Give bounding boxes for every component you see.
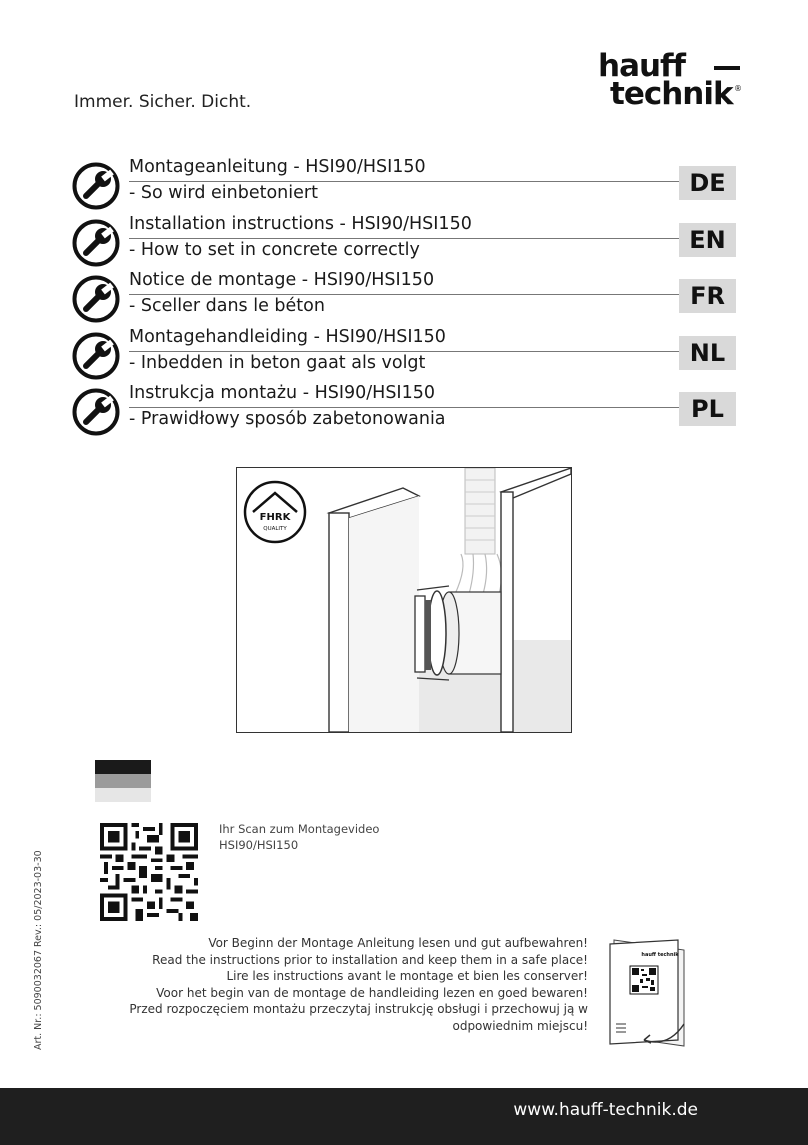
- footer-bar: [0, 1088, 808, 1145]
- divider: [129, 238, 679, 239]
- booklet-icon: [604, 936, 688, 1048]
- flag-stripe: [95, 788, 151, 802]
- language-code: DE: [679, 166, 736, 200]
- website-link[interactable]: www.hauff-technik.de: [513, 1100, 698, 1120]
- language-subtitle: - Prawidłowy sposób zabetonowania: [129, 409, 446, 429]
- wall-sleeve-drawing: [237, 468, 571, 732]
- note-line: Read the instructions prior to installation and keep them in a safe place!: [152, 952, 588, 967]
- german-flag: [95, 760, 151, 802]
- language-title: Instrukcja montażu - HSI90/HSI150: [129, 383, 435, 403]
- wrench-icon: [72, 275, 120, 323]
- logo-line1: hauff: [598, 48, 686, 84]
- scan-product: HSI90/HSI150: [219, 838, 299, 852]
- divider: [129, 407, 679, 408]
- language-title: Montagehandleiding - HSI90/HSI150: [129, 327, 446, 347]
- flag-stripe: [95, 774, 151, 788]
- qr-code[interactable]: [100, 823, 198, 921]
- booklet-logo: hauff technik: [641, 952, 679, 958]
- language-subtitle: - Inbedden in beton gaat als volgt: [129, 353, 426, 373]
- note-line: Przed rozpoczęciem montażu przeczytaj instrukcję obsługi i przechowuj ją w: [129, 1002, 588, 1016]
- hauff-technik-logo: [596, 48, 746, 114]
- note-line: Vor Beginn der Montage Anleitung lesen und gut aufbewahren!: [208, 936, 588, 950]
- wrench-icon: [72, 162, 120, 210]
- language-subtitle: - Sceller dans le béton: [129, 296, 325, 316]
- language-code: NL: [679, 336, 736, 370]
- note-line: Voor het begin van de montage de handleiding lezen en goed bewaren!: [156, 985, 588, 1000]
- logo-dash: [714, 66, 740, 70]
- language-row-pl: [72, 383, 736, 438]
- badge-subtext: QUALITY: [263, 526, 287, 532]
- article-number: Art. Nr.: 5090032067 Rev.: 05/2023-03-30: [33, 850, 44, 1050]
- language-subtitle: - How to set in concrete correctly: [129, 240, 420, 260]
- logo-line2: technik: [610, 76, 733, 112]
- wrench-icon: [72, 219, 120, 267]
- divider: [129, 351, 679, 352]
- language-row-nl: [72, 327, 736, 382]
- product-illustration: [236, 467, 572, 733]
- language-code: PL: [679, 392, 736, 426]
- language-title: Montageanleitung - HSI90/HSI150: [129, 157, 426, 177]
- language-row-en: [72, 214, 736, 269]
- divider: [129, 181, 679, 182]
- tagline: Immer. Sicher. Dicht.: [74, 92, 252, 112]
- scan-caption: Ihr Scan zum Montagevideo: [219, 822, 380, 836]
- wrench-icon: [72, 388, 120, 436]
- divider: [129, 294, 679, 295]
- storage-notes: [120, 935, 588, 1034]
- language-title: Notice de montage - HSI90/HSI150: [129, 270, 435, 290]
- language-subtitle: - So wird einbetoniert: [129, 183, 318, 203]
- language-code: FR: [679, 279, 736, 313]
- note-line: odpowiednim miejscu!: [452, 1018, 588, 1033]
- note-line: Lire les instructions avant le montage et bien les conserver!: [226, 969, 588, 983]
- badge-text: FHRK: [259, 512, 291, 523]
- language-code: EN: [679, 223, 736, 257]
- language-row-de: [72, 157, 736, 212]
- registered-mark: ®: [734, 84, 742, 93]
- wrench-icon: [72, 332, 120, 380]
- language-title: Installation instructions - HSI90/HSI150: [129, 214, 472, 234]
- flag-stripe: [95, 760, 151, 774]
- language-row-fr: [72, 270, 736, 325]
